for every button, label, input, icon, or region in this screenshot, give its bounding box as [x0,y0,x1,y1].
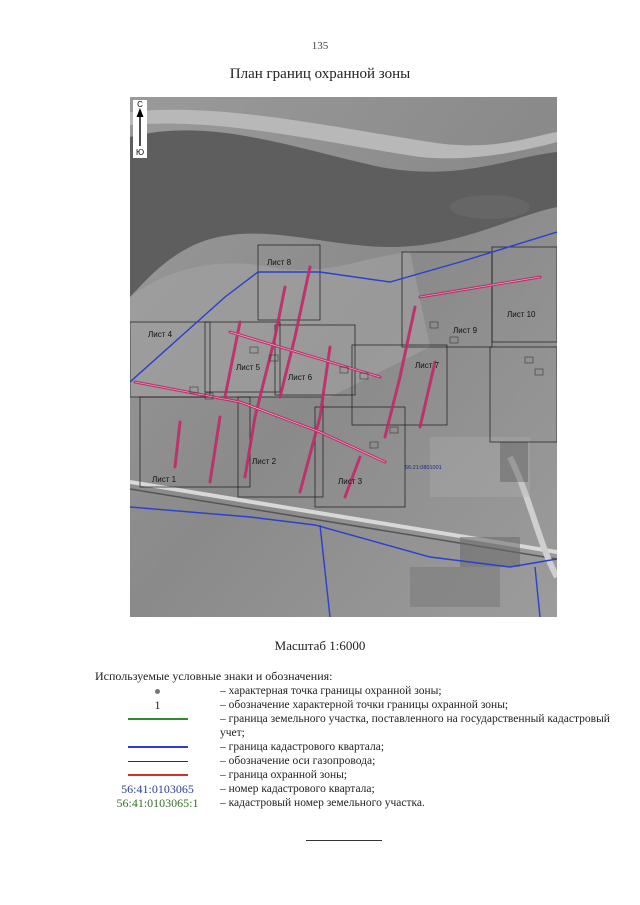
legend-text: – обозначение характерной точки границы охранной зоны; [220,699,509,711]
point-number-symbol: 1 [154,698,161,712]
north-arrow [133,100,147,158]
sheet-label-9: Лист 9 [453,326,478,335]
sheet-label-6: Лист 6 [288,373,313,382]
sheet-label-2: Лист 2 [252,457,277,466]
sheet-label-5: Лист 5 [236,363,261,372]
legend [95,684,615,810]
legend-text: – кадастровый номер земельного участка. [220,797,425,809]
legend-text: – номер кадастрового квартала; [220,783,375,795]
sheet-label-7: Лист 7 [415,361,440,370]
south-label: Ю [135,148,145,157]
scale-text: Масштаб 1:6000 [274,638,366,653]
legend-row-quarter-boundary [95,740,615,754]
legend-row-land-boundary [95,712,615,740]
legend-text: – граница кадастрового квартала; [220,741,385,753]
legend-heading: Используемые условные знаки и обозначения: [95,669,333,683]
quarter-number-code: 56:41:0103065 [121,782,194,796]
blue-line-icon [128,746,188,748]
sheet-label-1: Лист 1 [152,475,177,484]
bottom-divider [306,840,382,841]
legend-row-gas-axis [95,754,615,768]
legend-text: – характерная точка границы охранной зоны; [220,685,442,697]
legend-row-parcel-number [95,796,615,810]
green-line-icon [128,718,188,720]
sheet-label-10: Лист 10 [507,310,536,319]
legend-row-point-number [95,698,615,712]
legend-row-zone-boundary [95,768,615,782]
page-number: 135 [311,40,329,52]
sheet-label-8: Лист 8 [267,258,292,267]
map-drawing [130,97,557,617]
red-line-icon [128,774,188,776]
black-line-icon [128,761,188,762]
legend-text: – граница земельного участка, поставленного на государственный кадастровый учет; [220,713,610,739]
point-dot-icon [155,689,160,694]
parcel-number-code: 56:41:0103065:1 [116,796,199,810]
aerial-map [130,97,557,617]
page-title: План границ охранной зоны [229,66,411,82]
legend-text: – граница охранной зоны; [220,769,348,781]
quarter-number-label: 56:21:0801001 [405,465,442,471]
legend-text: – обозначение оси газопровода; [220,755,376,767]
legend-row-quarter-number [95,782,615,796]
sheet-label-3: Лист 3 [338,477,363,486]
sheet-label-4: Лист 4 [148,330,173,339]
north-label: С [137,100,143,109]
legend-row-point [95,684,615,698]
